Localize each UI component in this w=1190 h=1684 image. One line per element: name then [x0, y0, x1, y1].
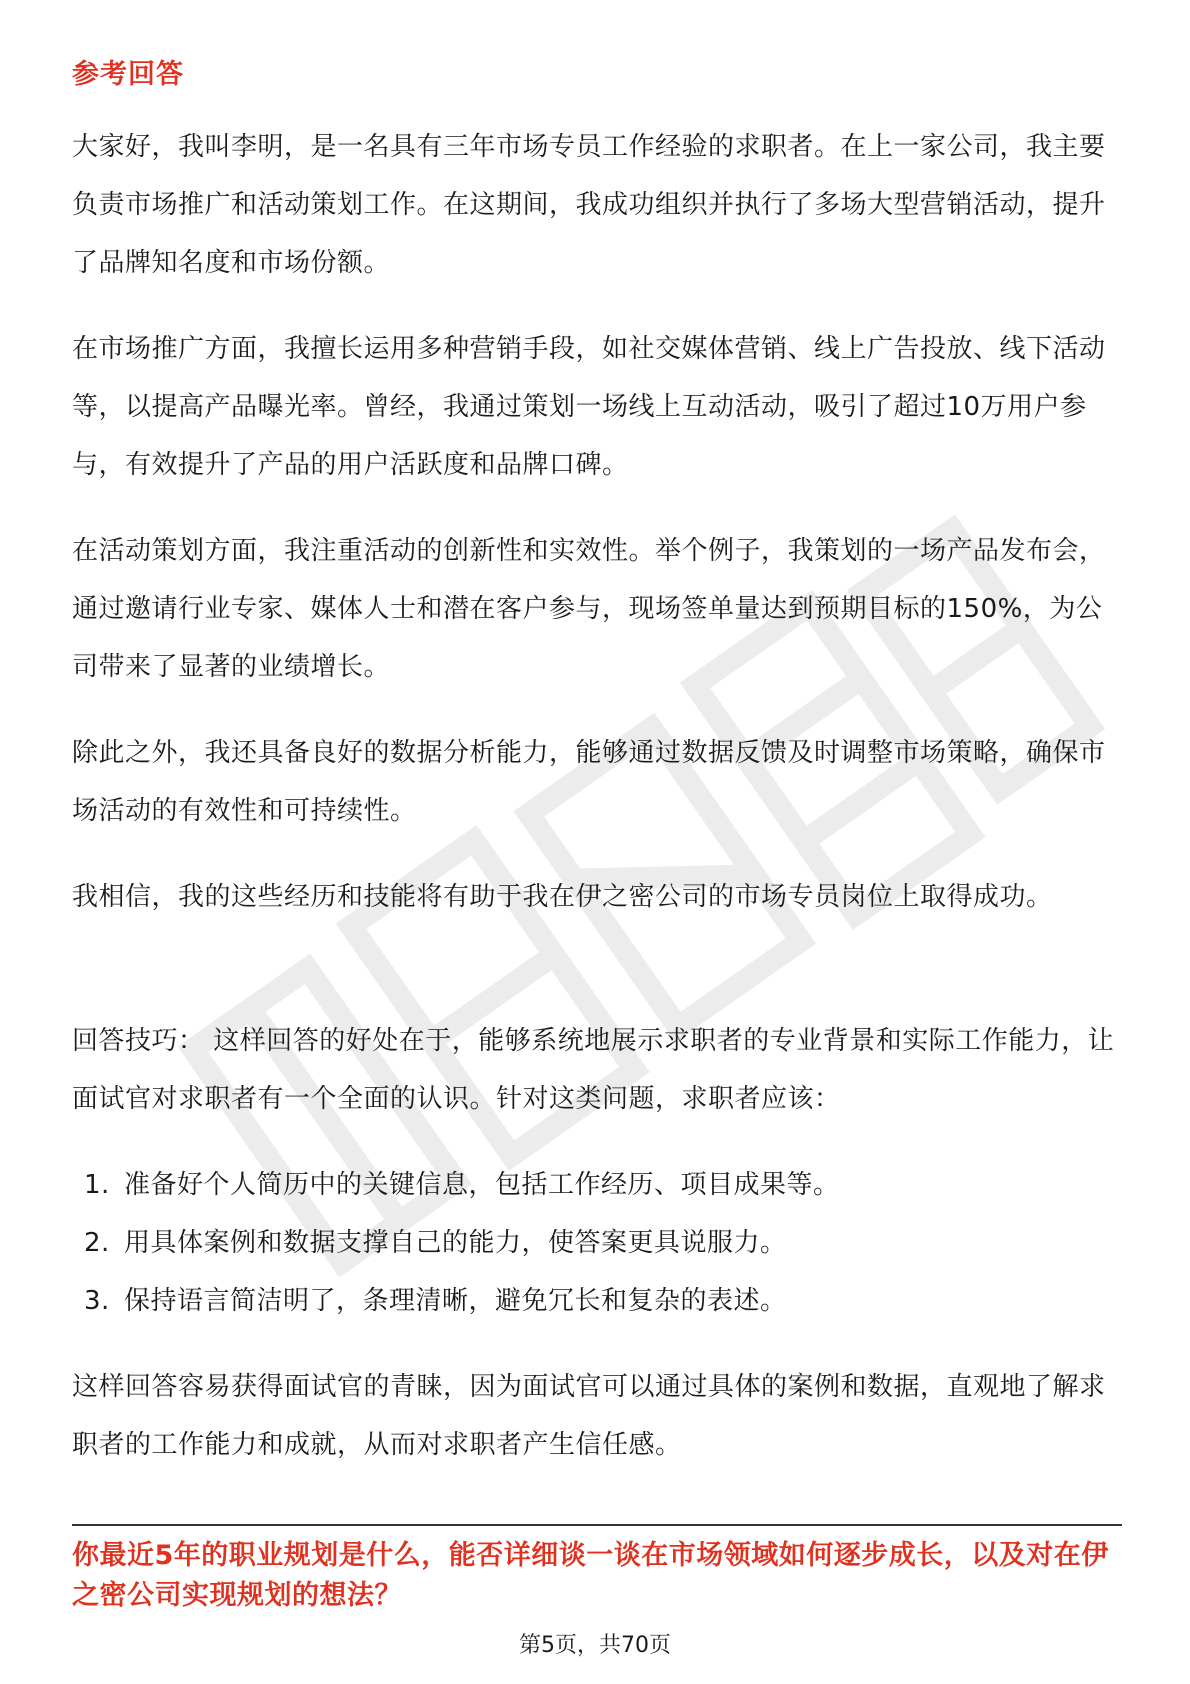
- list-item: [84, 1214, 1114, 1272]
- list-item-number: 1.: [84, 1170, 110, 1200]
- answer-paragraph-intro: 大家好，我叫李明，是一名具有三年市场专员工作经验的求职者。在上一家公司，我主要负责市场推广和活动策划工作。在这期间，我成功组织并执行了多场大型营销活动，提升了品牌知名度和市场份额。: [72, 132, 1106, 278]
- answer-paragraph-closing: 我相信，我的这些经历和技能将有助于我在伊之密公司的市场专员岗位上取得成功。: [72, 882, 1053, 912]
- answer-paragraph-data-analysis: 除此之外，我还具备良好的数据分析能力，能够通过数据反馈及时调整市场策略，确保市场活动的有效性和可持续性。: [72, 738, 1106, 826]
- answer-tips-intro: 回答技巧： 这样回答的好处在于，能够系统地展示求职者的专业背景和实际工作能力，让面试官对求职者有一个全面的认识。针对这类问题，求职者应该：: [72, 1026, 1115, 1114]
- list-item-number: 2.: [84, 1228, 110, 1258]
- section-heading: 参考回答: [72, 59, 184, 90]
- tips-list: [84, 1156, 1114, 1330]
- list-item-text: 准备好个人简历中的关键信息，包括工作经历、项目成果等。: [124, 1170, 840, 1200]
- page-number: 第5页，共70页: [519, 1633, 671, 1658]
- answer-paragraph-event-planning: 在活动策划方面，我注重活动的创新性和实效性。举个例子，我策划的一场产品发布会，通过邀请行业专家、媒体人士和潜在客户参与，现场签单量达到预期目标的150%，为公司带来了显著的业绩增长。: [72, 536, 1106, 682]
- answer-paragraph-summary: 这样回答容易获得面试官的青睐，因为面试官可以通过具体的案例和数据，直观地了解求职者的工作能力和成就，从而对求职者产生信任感。: [72, 1372, 1106, 1460]
- answer-paragraph-promotion: 在市场推广方面，我擅长运用多种营销手段，如社交媒体营销、线上广告投放、线下活动等，以提高产品曝光率。曾经，我通过策划一场线上互动活动，吸引了超过10万用户参与，有效提升了产品的用户活跃度和品牌口碑。: [72, 334, 1106, 480]
- list-item: [84, 1272, 1114, 1330]
- list-item-number: 3.: [84, 1286, 110, 1316]
- list-item-text: 用具体案例和数据支撑自己的能力，使答案更具说服力。: [124, 1228, 787, 1258]
- next-question: 你最近5年的职业规划是什么，能否详细谈一谈在市场领域如何逐步成长，以及对在伊之密公司实现规划的想法？: [72, 1540, 1109, 1611]
- divider: [72, 1524, 1122, 1526]
- list-item-text: 保持语言简洁明了，条理清晰，避免冗长和复杂的表述。: [124, 1286, 787, 1316]
- list-item: [84, 1156, 1114, 1214]
